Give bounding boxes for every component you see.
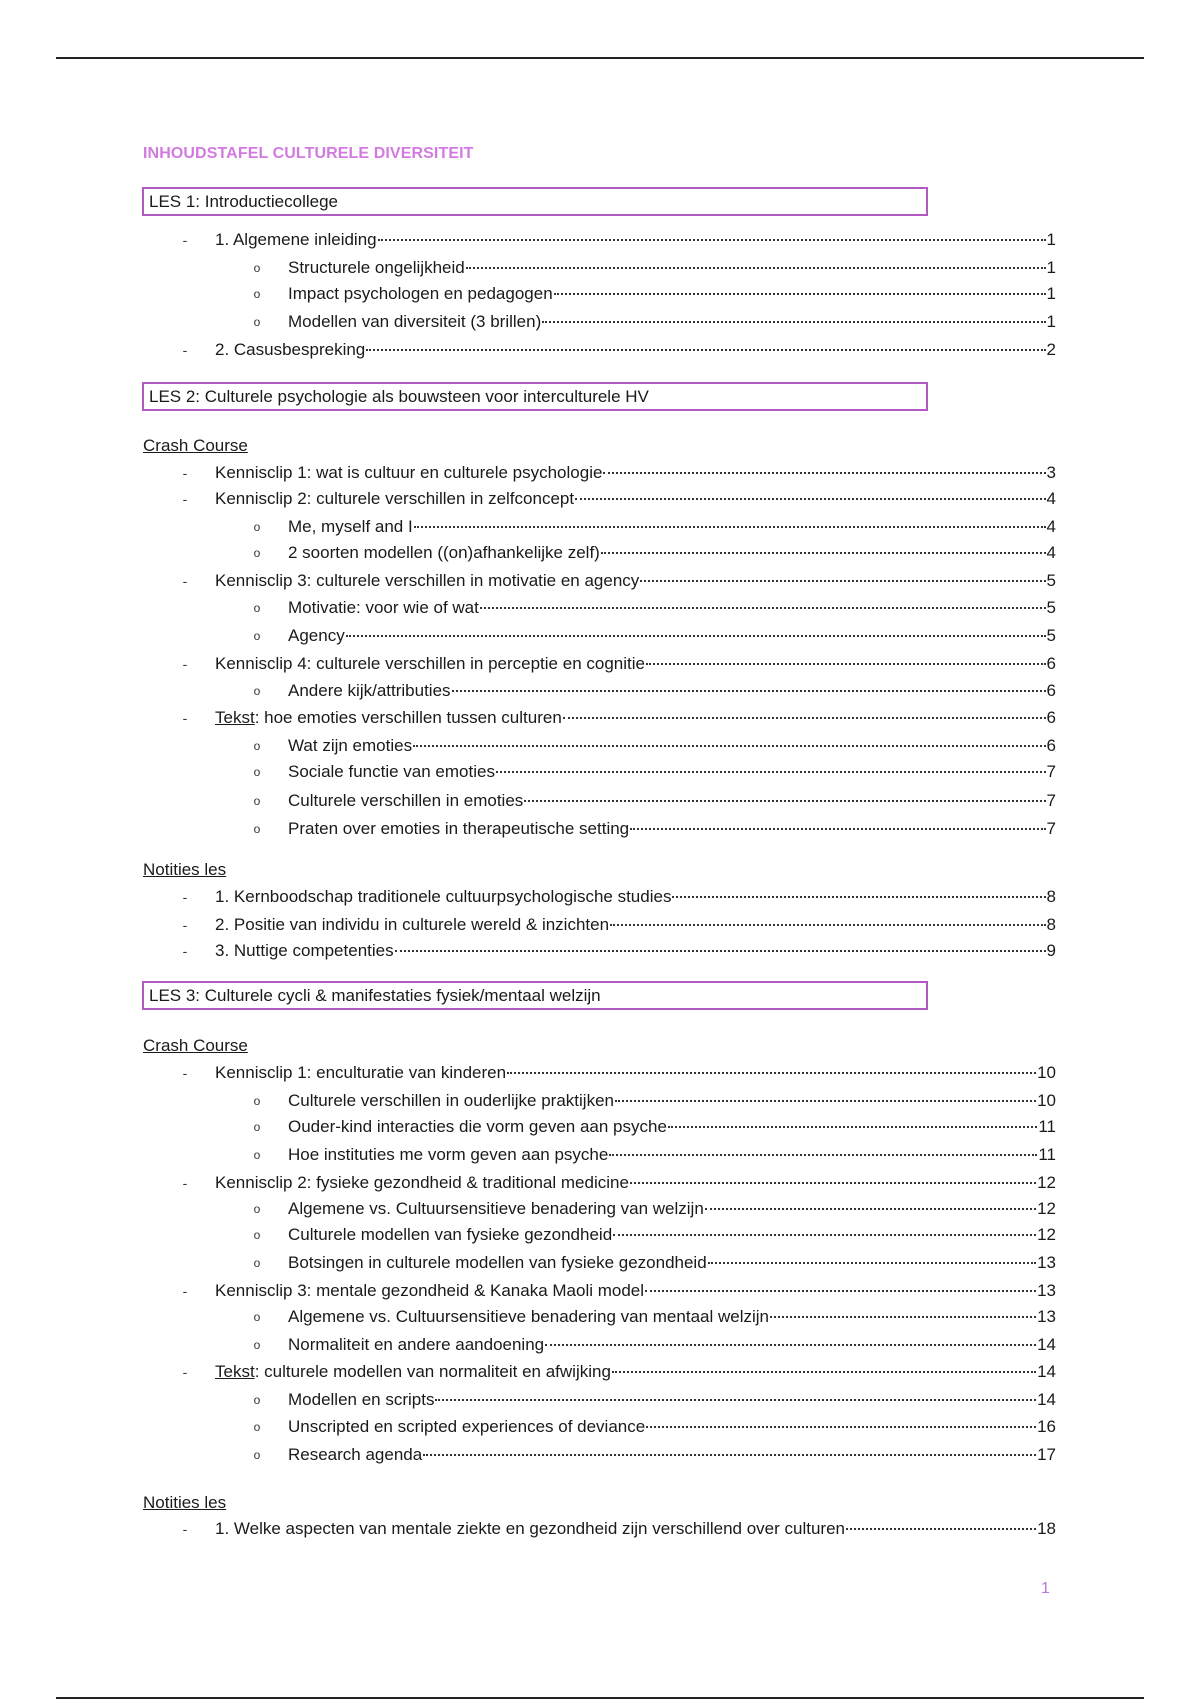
toc-entry-label <box>288 1144 608 1166</box>
page-number: 1 <box>1041 1580 1050 1597</box>
toc-entry-text: Research agenda <box>288 1445 423 1464</box>
toc-entry-page: 18 <box>1037 1519 1056 1538</box>
toc-entry-label <box>215 707 562 729</box>
circle-bullet-icon: o <box>253 1310 261 1324</box>
toc-entry-text: Kennisclip 1: enculturatie van kinderen <box>215 1063 507 1082</box>
toc-entry <box>182 339 1056 361</box>
dash-bullet-icon: - <box>182 943 188 959</box>
toc-entry-label <box>215 886 671 908</box>
toc-entry-text: Sociale functie van emoties <box>288 762 495 781</box>
lesson-2-heading: LES 2: Culturele psychologie als bouwsteen voor interculturele HV <box>142 382 928 411</box>
dot-leader <box>601 552 1046 554</box>
dash-bullet-icon: - <box>182 1364 188 1380</box>
bottom-rule <box>56 1697 1144 1699</box>
toc-entry-label <box>215 229 377 251</box>
toc-entry-page: 4 <box>1046 543 1056 562</box>
toc-entry-text: Kennisclip 3: mentale gezondheid & Kanaka Maoli model <box>215 1281 645 1300</box>
toc-entry-page: 1 <box>1046 284 1056 303</box>
dot-leader <box>612 1371 1036 1373</box>
lesson-3-crash-course-heading: Crash Course <box>143 1036 248 1055</box>
circle-bullet-icon: o <box>253 287 261 301</box>
toc-entry-label <box>288 1444 422 1466</box>
toc-entry-text: 1. Kernboodschap traditionele cultuurpsychologische studies <box>215 887 672 906</box>
circle-bullet-icon: o <box>253 1148 261 1162</box>
toc-entry-text: Motivatie: voor wie of wat <box>288 598 479 617</box>
toc-entry-text: 1. Algemene inleiding <box>215 230 377 249</box>
toc-entry-page: 2 <box>1046 340 1056 359</box>
circle-bullet-icon: o <box>253 546 261 560</box>
toc-entry-label <box>288 1334 544 1356</box>
toc-entry-label <box>288 542 600 564</box>
toc-entry-text: Andere kijk/attributies <box>288 681 451 700</box>
circle-bullet-icon: o <box>253 601 261 615</box>
dot-leader <box>708 1262 1036 1264</box>
circle-bullet-icon: o <box>253 1202 261 1216</box>
toc-entry-page: 6 <box>1046 736 1056 755</box>
toc-entry-text: Unscripted en scripted experiences of deviance <box>288 1417 646 1436</box>
toc-entry-label <box>288 790 523 812</box>
circle-bullet-icon: o <box>253 1228 261 1242</box>
toc-entry-label <box>288 1116 667 1138</box>
toc-entry-text: 2. Positie van individu in culturele wereld & inzichten <box>215 915 610 934</box>
toc-entry-label <box>288 680 451 702</box>
toc-subentry <box>253 542 1056 564</box>
toc-entry-text: Hoe instituties me vorm geven aan psyche <box>288 1145 609 1164</box>
lesson-3-heading: LES 3: Culturele cycli & manifestaties fysiek/mentaal welzijn <box>142 981 928 1010</box>
toc-entry-text: Impact psychologen en pedagogen <box>288 284 553 303</box>
toc-entry-text: Structurele ongelijkheid <box>288 258 465 277</box>
toc-entry <box>182 1172 1056 1194</box>
toc-entry-page: 13 <box>1037 1253 1056 1272</box>
dot-leader <box>609 1154 1037 1156</box>
toc-entry-text: 2. Casusbespreking <box>215 340 366 359</box>
toc-entry-page: 8 <box>1046 915 1056 934</box>
toc-entry <box>182 1518 1056 1540</box>
toc-subentry <box>253 1306 1056 1328</box>
toc-entry-text: 3. Nuttige competenties <box>215 941 394 960</box>
toc-entry-label <box>215 1280 644 1302</box>
circle-bullet-icon: o <box>253 1094 261 1108</box>
toc-entry-text: Modellen van diversiteit (3 brillen) <box>288 312 542 331</box>
toc-entry-page: 1 <box>1046 230 1056 249</box>
dot-leader <box>378 239 1046 241</box>
toc-entry-label <box>215 1172 629 1194</box>
lesson-2-notes-heading: Notities les <box>143 860 227 879</box>
toc-subentry <box>253 1144 1056 1166</box>
toc-entry-text: Culturele modellen van fysieke gezondheid <box>288 1225 613 1244</box>
toc-entry-page: 14 <box>1037 1362 1056 1381</box>
toc-entry-text: 2 soorten modellen ((on)afhankelijke zelf) <box>288 543 600 562</box>
toc-entry-label <box>288 1252 707 1274</box>
toc-entry-page: 4 <box>1046 517 1056 536</box>
dot-leader <box>705 1208 1036 1210</box>
dash-bullet-icon: - <box>182 1065 188 1081</box>
toc-entry-label <box>215 570 639 592</box>
toc-entry-label <box>288 1224 612 1246</box>
dot-leader <box>603 472 1045 474</box>
dot-leader <box>346 635 1046 637</box>
toc-entry-text: Kennisclip 2: fysieke gezondheid & traditional medicine <box>215 1173 629 1192</box>
toc-entry-label <box>215 940 394 962</box>
dot-leader <box>846 1528 1036 1530</box>
dot-leader <box>672 896 1045 898</box>
toc-entry-page: 6 <box>1046 681 1056 700</box>
toc-entry-text: Praten over emoties in therapeutische setting <box>288 819 630 838</box>
toc-entry-text: Agency <box>288 626 345 645</box>
toc-entry <box>182 940 1056 962</box>
toc-entry-page: 13 <box>1037 1281 1056 1300</box>
toc-subentry <box>253 516 1056 538</box>
toc-subentry <box>253 1416 1056 1438</box>
toc-entry-label <box>215 1062 506 1084</box>
circle-bullet-icon: o <box>253 1393 261 1407</box>
dot-leader <box>414 526 1046 528</box>
dot-leader <box>575 498 1045 500</box>
dot-leader <box>366 349 1045 351</box>
dot-leader <box>613 1234 1036 1236</box>
toc-entry <box>182 1361 1056 1383</box>
toc-subentry <box>253 1224 1056 1246</box>
toc-entry-label <box>215 488 574 510</box>
dash-bullet-icon: - <box>182 491 188 507</box>
toc-entry-page: 5 <box>1046 598 1056 617</box>
toc-entry-page: 3 <box>1046 463 1056 482</box>
dot-leader <box>545 1344 1036 1346</box>
toc-entry-page: 13 <box>1037 1307 1056 1326</box>
toc-entry-text: Kennisclip 1: wat is cultuur en culturele psychologie <box>215 463 603 482</box>
toc-entry-text: Kennisclip 3: culturele verschillen in motivatie en agency <box>215 571 640 590</box>
toc-subentry <box>253 625 1056 647</box>
toc-title: INHOUDSTAFEL CULTURELE DIVERSITEIT <box>143 145 474 162</box>
dot-leader <box>563 717 1046 719</box>
dash-bullet-icon: - <box>182 232 188 248</box>
dash-bullet-icon: - <box>182 1521 188 1537</box>
dash-bullet-icon: - <box>182 710 188 726</box>
dot-leader <box>452 690 1046 692</box>
circle-bullet-icon: o <box>253 822 261 836</box>
toc-entry <box>182 707 1056 729</box>
toc-entry-label <box>215 1361 611 1383</box>
toc-entry-label <box>288 735 412 757</box>
toc-entry-text: Me, myself and I <box>288 517 413 536</box>
toc-subentry <box>253 1389 1056 1411</box>
dot-leader <box>524 800 1045 802</box>
toc-entry-label <box>288 1306 769 1328</box>
dot-leader <box>615 1100 1036 1102</box>
toc-entry-text: Ouder-kind interacties die vorm geven aan psyche <box>288 1117 667 1136</box>
toc-entry-page: 1 <box>1046 312 1056 331</box>
toc-entry-page: 5 <box>1046 626 1056 645</box>
toc-entry-label <box>215 914 609 936</box>
toc-entry-text: Algemene vs. Cultuursensitieve benadering van welzijn <box>288 1199 704 1218</box>
toc-entry <box>182 886 1056 908</box>
toc-entry-page: 16 <box>1037 1417 1056 1436</box>
toc-entry-label <box>288 257 465 279</box>
toc-subentry <box>253 1116 1056 1138</box>
toc-subentry <box>253 1090 1056 1112</box>
toc-entry <box>182 488 1056 510</box>
toc-entry-page: 9 <box>1046 941 1056 960</box>
toc-subentry <box>253 257 1056 279</box>
dot-leader <box>770 1316 1036 1318</box>
toc-entry-page: 6 <box>1046 654 1056 673</box>
toc-subentry <box>253 761 1056 783</box>
dot-leader <box>646 1426 1036 1428</box>
dot-leader <box>630 828 1045 830</box>
toc-entry-prefix: Tekst <box>215 1362 255 1381</box>
toc-entry-label <box>215 1518 845 1540</box>
circle-bullet-icon: o <box>253 1420 261 1434</box>
toc-entry-text: Modellen en scripts <box>288 1390 435 1409</box>
circle-bullet-icon: o <box>253 629 261 643</box>
toc-entry-page: 17 <box>1037 1445 1056 1464</box>
toc-entry-text: Culturele verschillen in ouderlijke praktijken <box>288 1091 614 1110</box>
toc-entry <box>182 462 1056 484</box>
toc-entry-label <box>288 311 541 333</box>
toc-entry-page: 12 <box>1037 1225 1056 1244</box>
toc-subentry <box>253 1334 1056 1356</box>
toc-entry-label <box>288 1090 614 1112</box>
toc-entry-page: 1 <box>1046 258 1056 277</box>
toc-entry-label <box>215 653 645 675</box>
toc-entry-page: 5 <box>1046 571 1056 590</box>
toc-entry-label <box>288 516 413 538</box>
toc-subentry <box>253 1198 1056 1220</box>
lesson-3-notes-heading: Notities les <box>143 1493 227 1512</box>
dot-leader <box>413 745 1045 747</box>
toc-entry-label <box>215 339 365 361</box>
circle-bullet-icon: o <box>253 739 261 753</box>
toc-entry-label <box>288 625 345 647</box>
toc-entry-text: Algemene vs. Cultuursensitieve benadering van mentaal welzijn <box>288 1307 769 1326</box>
dot-leader <box>645 1290 1036 1292</box>
toc-entry-page: 4 <box>1046 489 1056 508</box>
toc-subentry <box>253 790 1056 812</box>
circle-bullet-icon: o <box>253 1120 261 1134</box>
dot-leader <box>646 663 1046 665</box>
circle-bullet-icon: o <box>253 684 261 698</box>
lesson-2-crash-course-heading: Crash Course <box>143 436 248 455</box>
toc-subentry <box>253 818 1056 840</box>
dot-leader <box>435 1399 1036 1401</box>
toc-entry-label <box>288 1416 645 1438</box>
dash-bullet-icon: - <box>182 1283 188 1299</box>
dot-leader <box>507 1072 1036 1074</box>
toc-entry-page: 7 <box>1046 819 1056 838</box>
dot-leader <box>395 950 1046 952</box>
toc-entry-page: 7 <box>1046 791 1056 810</box>
toc-subentry <box>253 597 1056 619</box>
toc-entry-page: 10 <box>1037 1063 1056 1082</box>
lesson-1-heading: LES 1: Introductiecollege <box>142 187 928 216</box>
toc-entry-page: 12 <box>1037 1173 1056 1192</box>
circle-bullet-icon: o <box>253 520 261 534</box>
toc-entry-text: : culturele modellen van normaliteit en afwijking <box>254 1362 611 1381</box>
toc-subentry <box>253 283 1056 305</box>
circle-bullet-icon: o <box>253 315 261 329</box>
dot-leader <box>542 321 1045 323</box>
dash-bullet-icon: - <box>182 889 188 905</box>
toc-subentry <box>253 1252 1056 1274</box>
toc-entry-text: Culturele verschillen in emoties <box>288 791 524 810</box>
dot-leader <box>554 293 1046 295</box>
dot-leader <box>640 580 1045 582</box>
circle-bullet-icon: o <box>253 1338 261 1352</box>
toc-entry-text: Wat zijn emoties <box>288 736 413 755</box>
toc-entry-prefix: Tekst <box>215 708 255 727</box>
toc-entry-page: 14 <box>1037 1335 1056 1354</box>
dash-bullet-icon: - <box>182 465 188 481</box>
toc-entry-label <box>288 597 479 619</box>
toc-entry-text: Normaliteit en andere aandoening <box>288 1335 545 1354</box>
toc-entry <box>182 1062 1056 1084</box>
toc-entry-text: Botsingen in culturele modellen van fysieke gezondheid <box>288 1253 707 1272</box>
toc-entry-page: 11 <box>1038 1145 1056 1164</box>
dot-leader <box>496 771 1046 773</box>
toc-entry-label <box>288 283 553 305</box>
dash-bullet-icon: - <box>182 656 188 672</box>
toc-entry-page: 7 <box>1046 762 1056 781</box>
toc-entry-text: : hoe emoties verschillen tussen culturen <box>254 708 562 727</box>
toc-entry-page: 14 <box>1037 1390 1056 1409</box>
toc-subentry <box>253 1444 1056 1466</box>
toc-entry <box>182 229 1056 251</box>
circle-bullet-icon: o <box>253 1448 261 1462</box>
toc-entry-page: 10 <box>1037 1091 1056 1110</box>
toc-entry-label <box>288 1389 434 1411</box>
toc-entry <box>182 914 1056 936</box>
circle-bullet-icon: o <box>253 765 261 779</box>
toc-entry <box>182 1280 1056 1302</box>
dot-leader <box>423 1454 1036 1456</box>
dot-leader <box>466 267 1046 269</box>
dot-leader <box>480 607 1046 609</box>
toc-entry-label <box>215 462 602 484</box>
circle-bullet-icon: o <box>253 261 261 275</box>
toc-entry-label <box>288 761 495 783</box>
circle-bullet-icon: o <box>253 1256 261 1270</box>
toc-entry-label <box>288 818 629 840</box>
toc-entry-page: 6 <box>1046 708 1056 727</box>
dot-leader <box>610 924 1045 926</box>
toc-entry <box>182 570 1056 592</box>
toc-subentry <box>253 735 1056 757</box>
toc-entry-label <box>288 1198 704 1220</box>
toc-entry-page: 8 <box>1046 887 1056 906</box>
toc-subentry <box>253 311 1056 333</box>
dash-bullet-icon: - <box>182 917 188 933</box>
toc-entry-text: 1. Welke aspecten van mentale ziekte en gezondheid zijn verschillend over culturen <box>215 1519 845 1538</box>
dash-bullet-icon: - <box>182 342 188 358</box>
toc-entry-text: Kennisclip 2: culturele verschillen in zelfconcept <box>215 489 575 508</box>
dash-bullet-icon: - <box>182 573 188 589</box>
circle-bullet-icon: o <box>253 794 261 808</box>
toc-entry <box>182 653 1056 675</box>
toc-entry-text: Kennisclip 4: culturele verschillen in perceptie en cognitie <box>215 654 645 673</box>
dash-bullet-icon: - <box>182 1175 188 1191</box>
top-rule <box>56 57 1144 59</box>
toc-entry-page: 12 <box>1037 1199 1056 1218</box>
dot-leader <box>630 1182 1036 1184</box>
toc-entry-page: 11 <box>1038 1117 1056 1136</box>
dot-leader <box>668 1126 1037 1128</box>
toc-subentry <box>253 680 1056 702</box>
